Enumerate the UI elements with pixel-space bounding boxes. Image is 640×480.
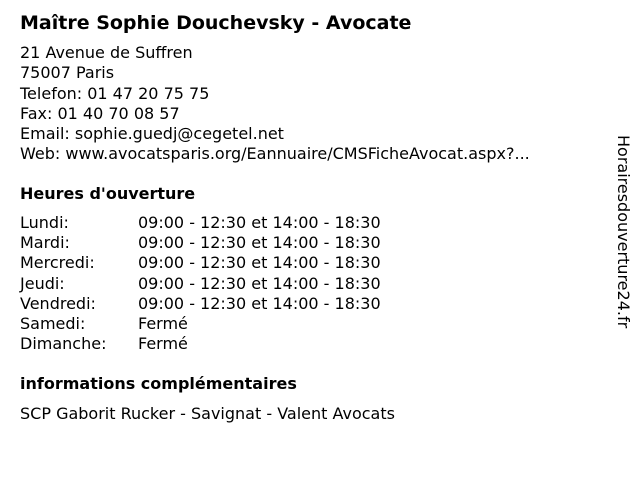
address-street: 21 Avenue de Suffren [20, 43, 193, 62]
contact-block [20, 43, 530, 165]
day-hours: 09:00 - 12:30 et 14:00 - 18:30 [138, 253, 381, 273]
hours-heading: Heures d'ouverture [20, 184, 196, 203]
info-heading: informations complémentaires [20, 374, 297, 393]
site-watermark: Horairesdouverture24.fr [614, 135, 633, 329]
email-address: Email: sophie.guedj@cegetel.net [20, 124, 284, 144]
day-hours: 09:00 - 12:30 et 14:00 - 18:30 [138, 213, 381, 232]
day-label: Lundi: [20, 213, 69, 232]
day-hours: Fermé [138, 334, 188, 354]
phone-number: Telefon: 01 47 20 75 75 [20, 83, 210, 103]
fax-number: Fax: 01 40 70 08 57 [20, 103, 180, 123]
day-label: Dimanche: [20, 334, 107, 354]
day-label: Mercredi: [20, 253, 95, 273]
website-link[interactable]: Web: www.avocatsparis.org/Eannuaire/CMSFicheAvocat.aspx?... [20, 144, 530, 164]
info-text: SCP Gaborit Rucker - Savignat - Valent Avocats [20, 404, 395, 423]
day-label: Vendredi: [20, 293, 96, 313]
address-city: 75007 Paris [20, 63, 115, 83]
day-hours: 09:00 - 12:30 et 14:00 - 18:30 [138, 273, 381, 293]
day-hours: 09:00 - 12:30 et 14:00 - 18:30 [138, 233, 381, 253]
page-title: Maître Sophie Douchevsky - Avocate [20, 12, 412, 34]
day-hours: 09:00 - 12:30 et 14:00 - 18:30 [138, 293, 381, 313]
day-hours: Fermé [138, 313, 188, 333]
day-label: Jeudi: [20, 273, 65, 293]
day-label: Mardi: [20, 233, 70, 253]
day-label: Samedi: [20, 313, 86, 333]
